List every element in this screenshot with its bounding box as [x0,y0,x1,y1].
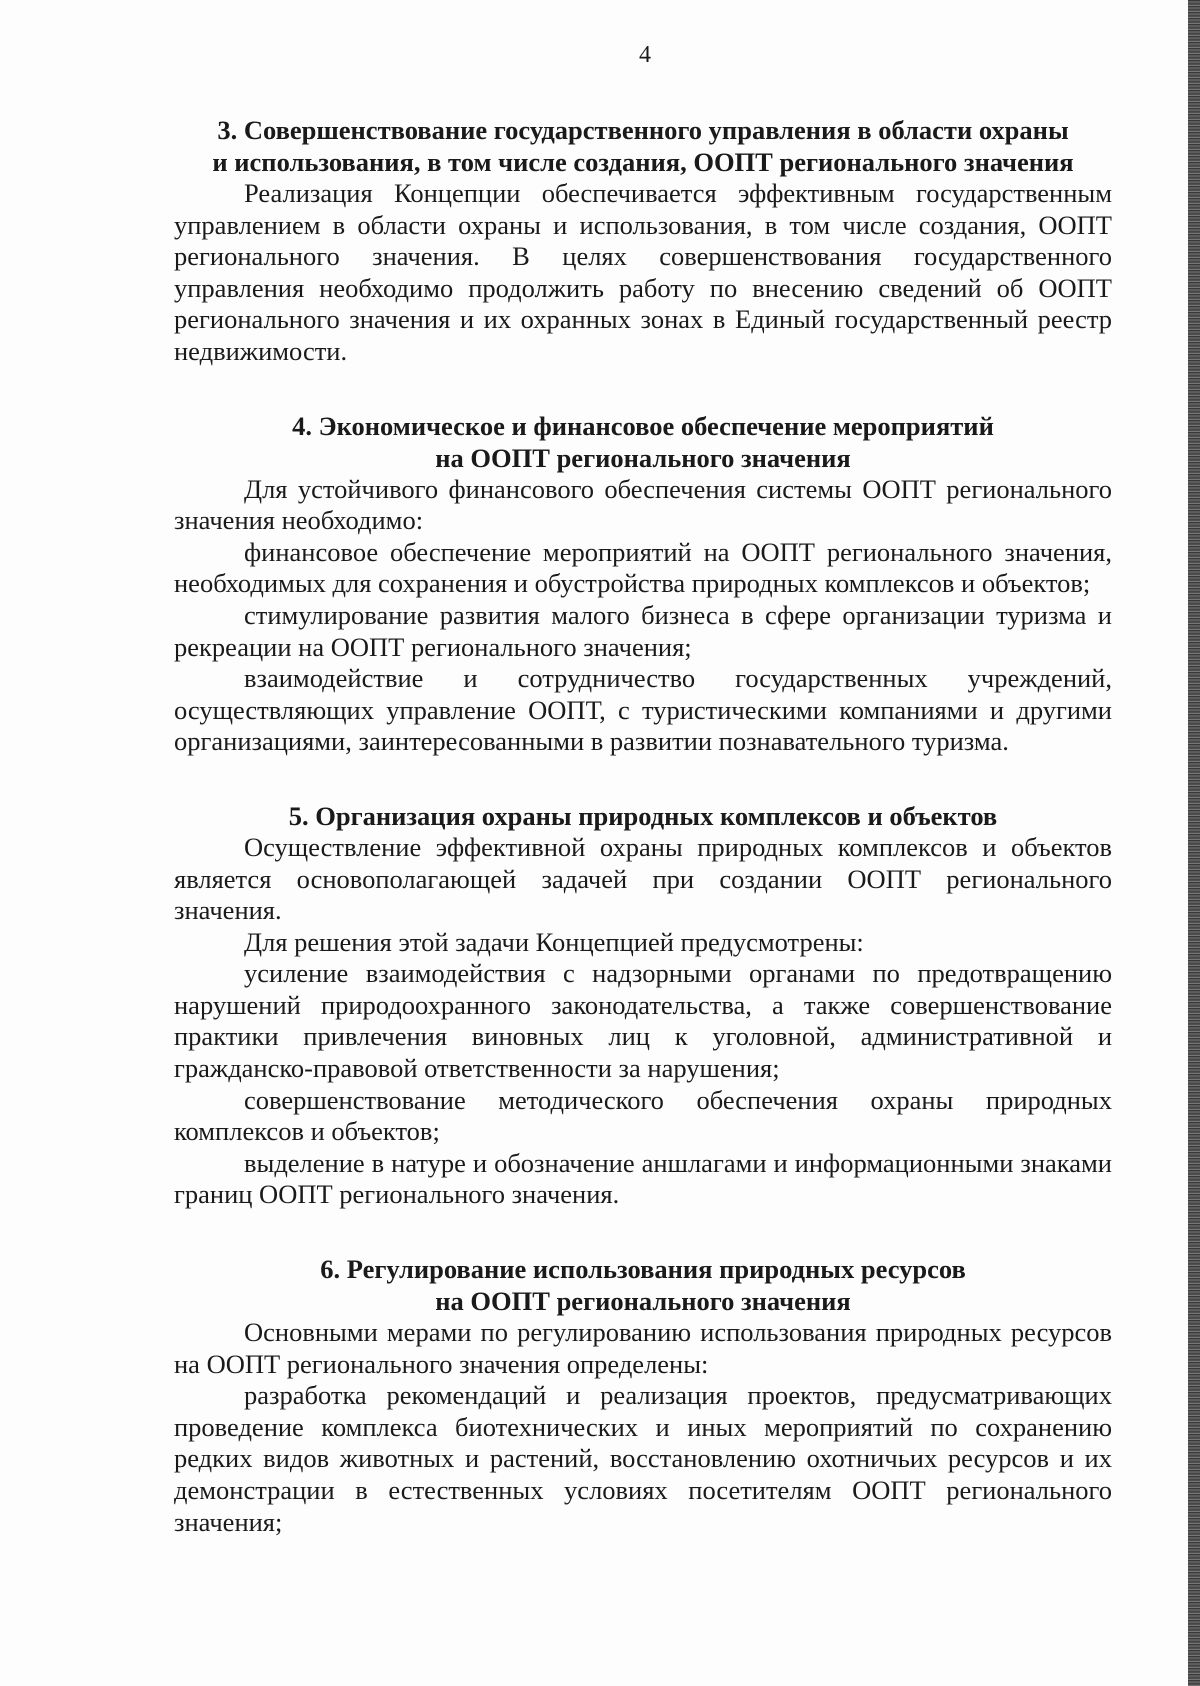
list-item: выделение в натуре и обозначение аншлагами и информационными знаками границ ООПТ регионального значения. [174,1147,1112,1210]
list-item: совершенствование методического обеспечения охраны природных комплексов и объектов; [174,1084,1112,1147]
heading-line: на ООПТ регионального значения [435,442,851,473]
section-heading [174,114,1112,178]
section-heading [174,1253,1112,1317]
section-heading [174,800,1112,832]
page-number: 4 [639,42,651,68]
section-heading [174,410,1112,474]
section-3 [174,114,1112,368]
heading-line: и использования, в том числе создания, ООПТ регионального значения [212,147,1074,177]
heading-line: 6. Регулирование использования природных ресурсов [320,1254,966,1285]
paragraph: Осуществление эффективной охраны природных комплексов и объектов является основополагающей задачей при создании ООПТ регионального значения. [174,831,1112,926]
paragraph: Основными мерами по регулированию использования природных ресурсов на ООПТ регионального значения определены: [174,1317,1112,1379]
scan-edge [1188,0,1200,1686]
heading-line: 4. Экономическое и финансовое обеспечение мероприятий [292,410,994,441]
list-item: усиление взаимодействия с надзорными органами по предотвращению нарушений природоохранного законодательства, а также совершенствование практики привлечения виновных лиц к уголовной, административной и гражданско-правовой ответственности за нарушения; [174,958,1112,1084]
paragraph: Для решения этой задачи Концепцией предусмотрены: [244,926,864,957]
list-item: стимулирование развития малого бизнеса в сфере организации туризма и рекреации на ООПТ регионального значения; [174,599,1112,662]
paragraph: Для устойчивого финансового обеспечения системы ООПТ регионального значения необходимо: [174,473,1112,536]
paragraph: Реализация Концепции обеспечивается эффективным государственным управлением в области охраны и использования, в том числе создания, ООПТ регионального значения. В целях совершенствования государственного управления необходимо продолжить работу по внесению сведений об ООПТ регионального значения и их охранных зонах в Единый государственный реестр недвижимости. [174,178,1112,366]
heading-line: на ООПТ регионального значения [435,1286,851,1317]
heading-line: 3. Совершенствование государственного управления в области охраны [217,115,1069,145]
section-5 [174,800,1112,1211]
list-item: взаимодействие и сотрудничество государственных учреждений, осуществляющих управление ООПТ, с туристическими компаниями и другими организациями, заинтересованными в развитии познавательного туризма. [174,663,1112,757]
heading-line: 5. Организация охраны природных комплексов и объектов [288,800,998,831]
list-item: разработка рекомендаций и реализация проектов, предусматривающих проведение комплекса биотехнических и иных мероприятий по сохранению редких видов животных и растений, восстановлению охотничьих ресурсов и их демонстрации в естественных условиях посетителям ООПТ регионального значения; [174,1380,1112,1537]
section-6 [174,1253,1112,1538]
list-item: финансовое обеспечение мероприятий на ООПТ регионального значения, необходимых для сохранения и обустройства природных комплексов и объектов; [174,536,1112,599]
document-body [174,114,1112,1538]
section-4 [174,410,1112,758]
